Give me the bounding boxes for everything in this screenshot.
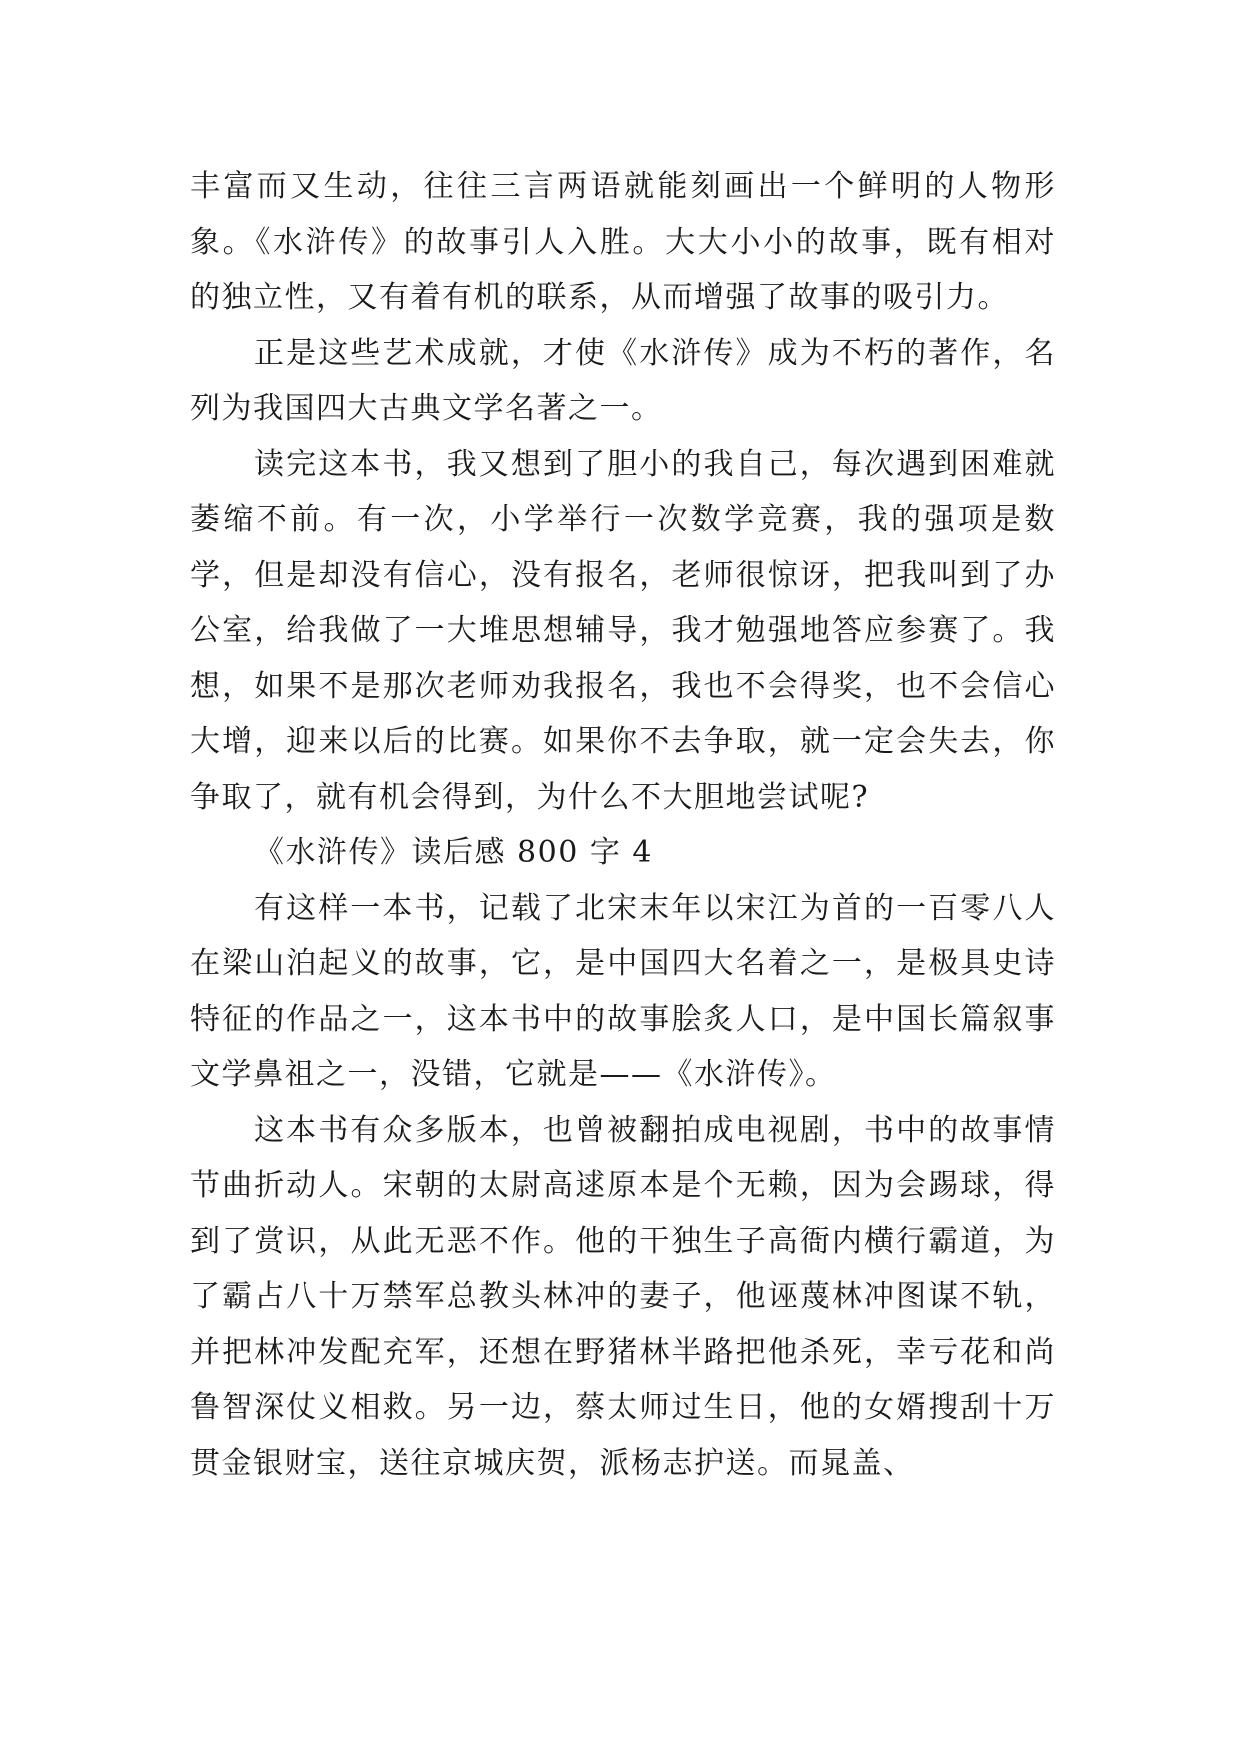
document-body <box>190 159 1056 1491</box>
paragraph-artistic-achievement: 正是这些艺术成就，才使《水浒传》成为不朽的著作，名列为我国四大古典文学名著之一。 <box>190 335 1056 426</box>
paragraph-book-introduction: 有这样一本书，记载了北宋末年以宋江为首的一百零八人在梁山泊起义的故事，它，是中国四大名着之一，是极具史诗特征的作品之一，这本书中的故事脍炙人口，是中国长篇叙事文学鼻祖之一，没错，它就是——《水浒传》。 <box>190 890 1056 1092</box>
section-heading: 《水浒传》读后感 800 字 4 <box>254 835 653 870</box>
paragraph-continuation: 丰富而又生动，往往三言两语就能刻画出一个鲜明的人物形象。《水浒传》的故事引人入胜。大大小小的故事，既有相对的独立性，又有着有机的联系，从而增强了故事的吸引力。 <box>190 169 1056 315</box>
paragraph-plot-summary: 这本书有众多版本，也曾被翻拍成电视剧，书中的故事情节曲折动人。宋朝的太尉高逑原本是个无赖，因为会踢球，得到了赏识，从此无恶不作。他的干独生子高衙内横行霸道，为了霸占八十万禁军总教头林冲的妻子，他诬蔑林冲图谋不轨，并把林冲发配充军，还想在野猪林半路把他杀死，幸亏花和尚鲁智深仗义相救。另一边，蔡太师过生日，他的女婿搜刮十万贯金银财宝，送往京城庆贺，派杨志护送。而晁盖、 <box>190 1112 1056 1481</box>
paragraph-personal-reflection: 读完这本书，我又想到了胆小的我自己，每次遇到困难就萎缩不前。有一次，小学举行一次数学竞赛，我的强项是数学，但是却没有信心，没有报名，老师很惊讶，把我叫到了办公室，给我做了一大堆思想辅导，我才勉强地答应参赛了。我想，如果不是那次老师劝我报名，我也不会得奖，也不会信心大增，迎来以后的比赛。如果你不去争取，就一定会失去，你争取了，就有机会得到，为什么不大胆地尝试呢? <box>190 446 1056 815</box>
